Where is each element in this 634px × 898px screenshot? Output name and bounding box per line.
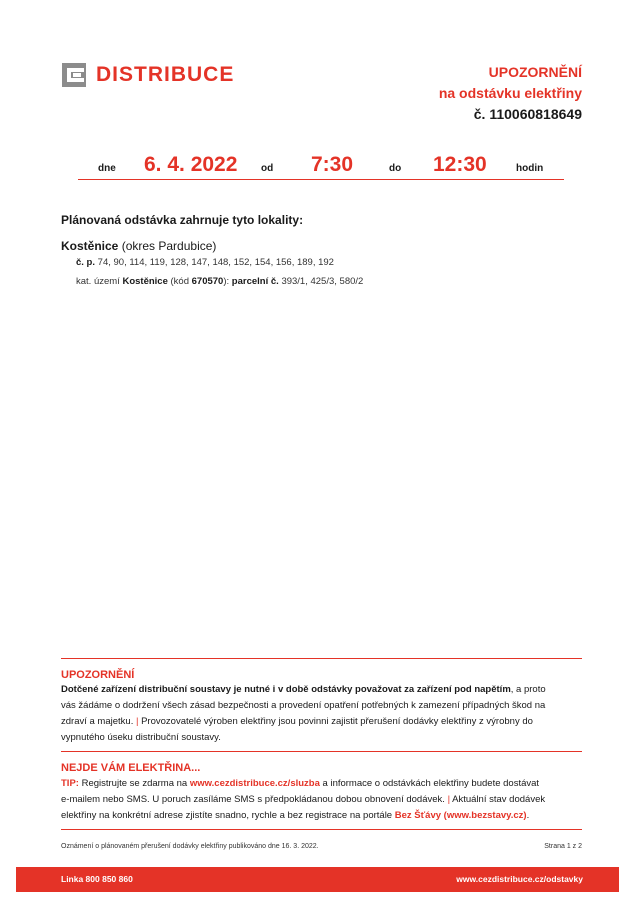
- no-power-text: [61, 776, 586, 824]
- hotline[interactable]: Linka 800 850 860: [61, 874, 133, 884]
- cadastral-line: [76, 276, 363, 287]
- warning-line1-rest: , a proto: [510, 684, 546, 695]
- notice-heading: [439, 62, 582, 125]
- outage-time-row: [78, 148, 564, 180]
- warning-line2: vás žádáme o dodržení všech zásad bezpečnosti a provedení opatření potřebných k zamezení případných škod na: [61, 700, 546, 711]
- to-label: do: [389, 163, 402, 174]
- divider: [61, 829, 582, 830]
- town-name: Kostěnice: [61, 239, 119, 253]
- notice-subtitle: na odstávku elektřiny: [438, 85, 582, 101]
- parcel-label: parcelní č.: [231, 276, 279, 287]
- divider: [61, 751, 582, 752]
- cez-logo-icon: [62, 63, 86, 87]
- no-power-title: NEJDE VÁM ELEKTŘINA...: [61, 762, 201, 774]
- tip-label: TIP:: [61, 778, 79, 789]
- district: (okres Pardubice): [121, 239, 217, 253]
- parcel-numbers: 393/1, 425/3, 580/2: [281, 276, 364, 287]
- hours-label: hodin: [516, 163, 544, 174]
- day-label: dne: [98, 163, 116, 174]
- town-line: [61, 239, 216, 253]
- tip-line2a: e-mailem nebo SMS. U poruch zasíláme SMS s předpokládanou dobou obnovení dodávek.: [61, 794, 445, 805]
- page-number: Strana 1 z 2: [544, 843, 582, 850]
- tip-line1b: a informace o odstávkách elektřiny budete dostávat: [322, 778, 540, 789]
- to-time: 12:30: [433, 153, 487, 176]
- footer-bar: [16, 867, 619, 892]
- tip-line2b: Aktuální stav dodávek: [452, 794, 546, 805]
- tip-line3a: elektřiny na konkrétní adrese zjistíte snadno, rychle a bez registrace na portále: [61, 810, 393, 821]
- cadastral-name: Kostěnice: [122, 276, 168, 287]
- bez-stavy-link[interactable]: (www.bezstavy.cz): [443, 810, 527, 821]
- tip-line1a: Registrujte se zdarma na: [81, 778, 188, 789]
- company-logo: [62, 62, 234, 88]
- cadastral-code-suffix: ):: [223, 276, 230, 287]
- logo-text: DISTRIBUCE: [96, 63, 235, 86]
- warning-line3b: Provozovatelé výroben elektřiny jsou povinni zajistit přerušení dodávky elektřiny z výrobny do: [141, 716, 533, 727]
- from-time: 7:30: [311, 153, 354, 176]
- separator: |: [135, 716, 139, 727]
- warning-title: UPOZORNĚNÍ: [61, 669, 135, 681]
- divider: [61, 658, 582, 659]
- house-numbers: 74, 90, 114, 119, 128, 147, 148, 152, 154, 156, 189, 192: [97, 257, 334, 268]
- footer-website-link[interactable]: www.cezdistribuce.cz/odstavky: [456, 874, 583, 884]
- notice-number: č. 110060818649: [473, 106, 582, 122]
- cadastral-label: kat. území: [76, 276, 120, 287]
- published-note: Oznámení o plánovaném přerušení dodávky elektřiny publikováno dne 16. 3. 2022.: [61, 843, 319, 850]
- service-link[interactable]: www.cezdistribuce.cz/sluzba: [189, 778, 320, 789]
- house-numbers-line: [76, 257, 334, 268]
- warning-text: [61, 682, 586, 746]
- separator: |: [447, 794, 451, 805]
- cadastral-code-prefix: (kód: [170, 276, 189, 287]
- notice-title: UPOZORNĚNÍ: [488, 64, 582, 80]
- cadastral-code: 670570: [191, 276, 224, 287]
- warning-line4: vypnutého úseku distribuční soustavy.: [61, 732, 221, 743]
- house-numbers-label: č. p.: [76, 257, 96, 268]
- from-label: od: [261, 163, 274, 174]
- tip-line3-end: .: [526, 810, 530, 821]
- bez-stavy-brand[interactable]: Bez Šťávy: [394, 810, 442, 821]
- outage-date: 6. 4. 2022: [144, 153, 238, 176]
- localities-heading: Plánovaná odstávka zahrnuje tyto lokality:: [61, 213, 304, 227]
- warning-line3a: zdraví a majetku.: [61, 716, 134, 727]
- warning-bold-text: Dotčené zařízení distribuční soustavy je nutné i v době odstávky považovat za zařízení pod napětím: [61, 684, 511, 695]
